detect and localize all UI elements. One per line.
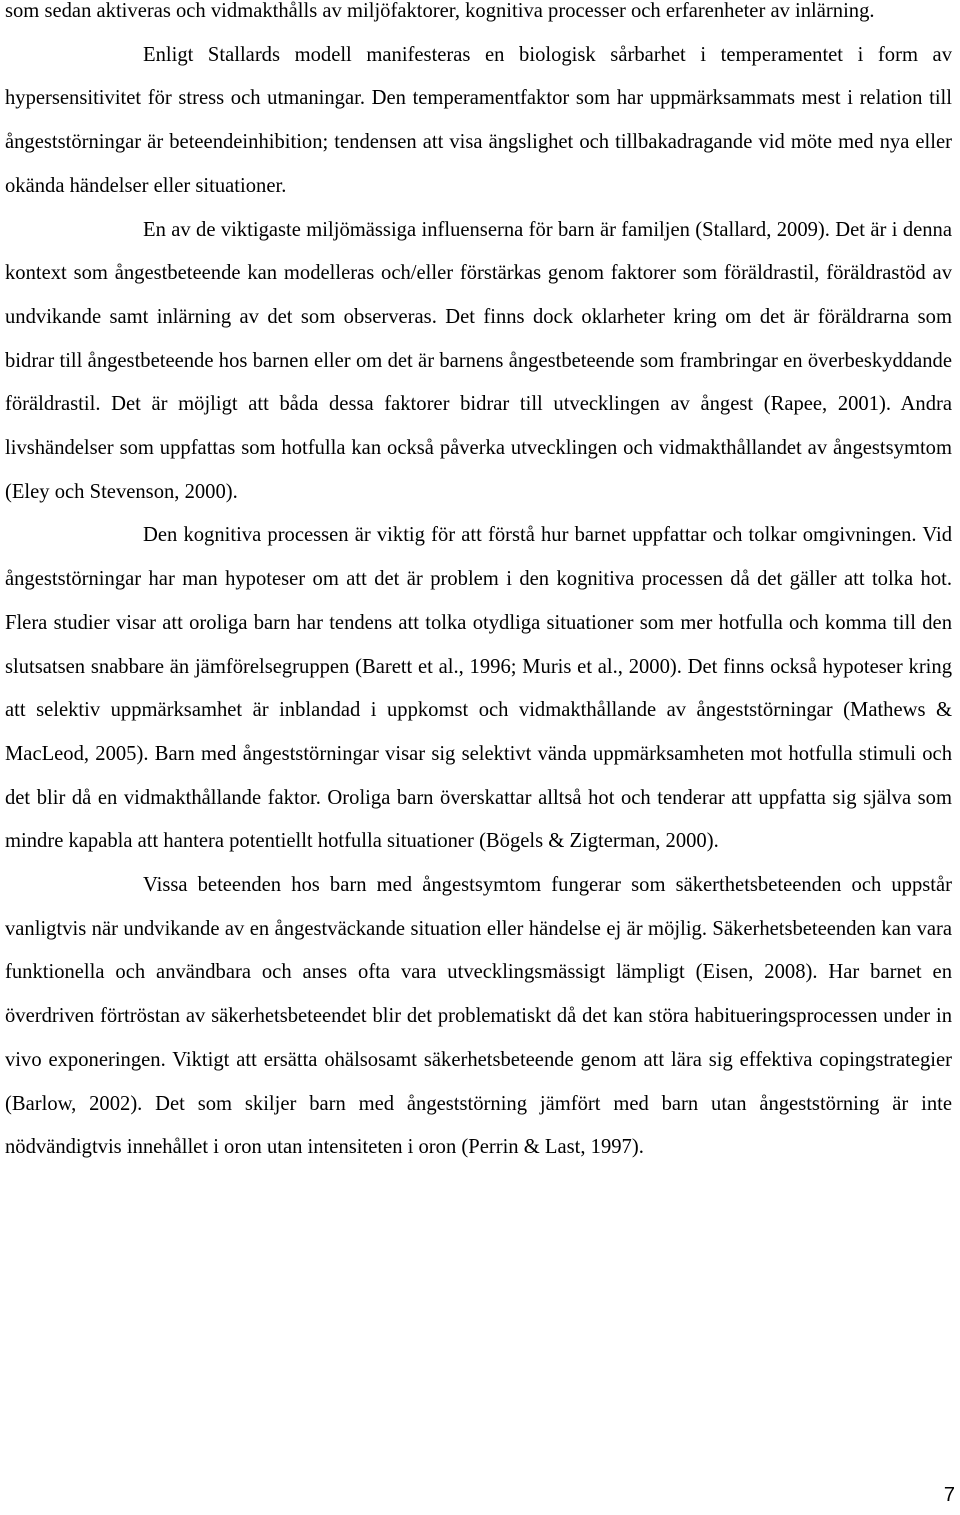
page-number: 7 [943,1484,955,1506]
paragraph-1: som sedan aktiveras och vidmakthålls av miljöfaktorer, kognitiva processer och erfarenheter av inlärning. [5,0,875,22]
paragraph-2: Enligt Stallards modell manifesteras en biologisk sårbarhet i temperamentet i form av hypersensitivitet för stress och utmaningar. Den temperamentfaktor som har uppmärksammats mest i relation till ångeststörningar är beteendeinhibition; tendensen att visa ängslighet och tillbakadragande vid möte med nya eller okända händelser eller situationer. [5,43,952,197]
paragraph-5: Vissa beteenden hos barn med ångestsymtom fungerar som säkerthetsbeteenden och uppstår vanligtvis när undvikande av en ångestväckande situation eller händelse ej är möjlig. Säkerhetsbeteenden kan vara funktionella och användbara och anses ofta vara utvecklingsmässigt lämpligt (Eisen, 2008). Har barnet en överdriven förtröstan av säkerhetsbeteendet blir det problematiskt då det kan störa habitueringsprocessen under in vivo exponeringen. Viktigt att ersätta ohälsosamt säkerhetsbeteende genom att lära sig effektiva copingstrategier (Barlow, 2002). Det som skiljer barn med ångeststörning jämfört med barn utan ångeststörning är inte nödvändigtvis innehållet i oron utan intensiteten i oron (Perrin & Last, 1997). [5,874,952,1159]
paragraph-3: En av de viktigaste miljömässiga influenserna för barn är familjen (Stallard, 2009). Det är i denna kontext som ångestbeteende kan modelleras och/eller förstärkas genom faktorer som föräldrastil, föräldrastöd av undvikande samt inlärning av det som observeras. Det finns dock oklarheter kring om det är föräldrarna som bidrar till ångestbeteende hos barnen eller om det är barnens ångestbeteende som frambringar en överbeskyddande föräldrastil. Det är möjligt att båda dessa faktorer bidrar till utvecklingen av ångest (Rapee, 2001). Andra livshändelser som uppfattas som hotfulla kan också påverka utvecklingen och vidmakthållandet av ångestsymtom (Eley och Stevenson, 2000). [5,218,952,503]
paragraph-4: Den kognitiva processen är viktig för att förstå hur barnet uppfattar och tolkar omgivningen. Vid ångeststörningar har man hypoteser om att det är problem i den kognitiva processen då det gäller att tolka hot. Flera studier visar att oroliga barn har tendens att tolka otydliga situationer som mer hotfulla och komma till den slutsatsen snabbare än jämförelsegruppen (Barett et al., 1996; Muris et al., 2000). Det finns också hypoteser kring att selektiv uppmärksamhet är inblandad i uppkomst och vidmakthållande av ångeststörningar (Mathews & MacLeod, 2005). Barn med ångeststörningar visar sig selektivt vända uppmärksamheten mot hotfulla stimuli och det blir då en vidmakthållande faktor. Oroliga barn överskattar alltså hot och tenderar att uppfatta sig själva som mindre kapabla att hantera potentiellt hotfulla situationer (Bögels & Zigterman, 2000). [5,524,952,853]
body-text [5,0,952,1170]
